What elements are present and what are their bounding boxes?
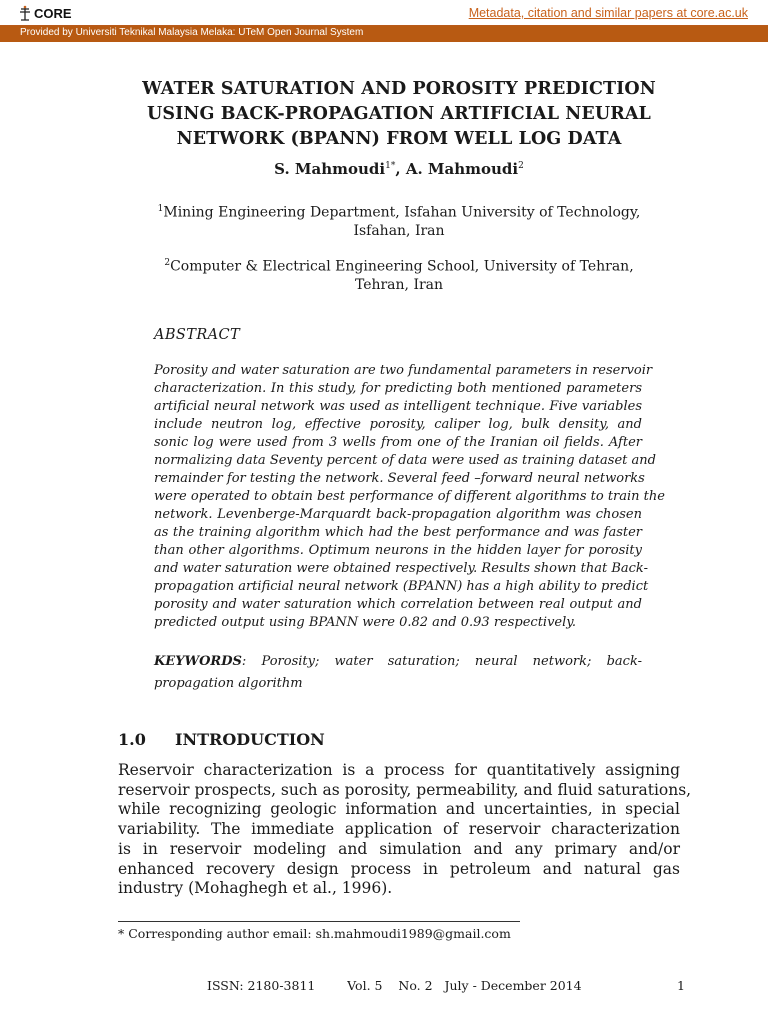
intro-line: enhanced recovery design process in petroleum and natural gas <box>118 859 680 878</box>
intro-paragraph <box>118 761 692 899</box>
section-heading <box>118 730 325 749</box>
core-logo-icon <box>18 5 32 21</box>
core-logo[interactable] <box>18 5 72 21</box>
affiliation-mark: 1 <box>157 204 164 214</box>
footer-date: July - December 2014 <box>444 978 582 993</box>
author-name: A. Mahmoudi <box>405 160 519 178</box>
affiliation-line: Computer & Electrical Engineering School, University of Tehran, <box>170 258 634 275</box>
provider-text: Provided by Universiti Teknikal Malaysia Melaka: UTeM Open Journal System <box>20 27 364 38</box>
abstract-line: network. Levenberge-Marquardt back-propagation algorithm was chosen <box>154 507 642 522</box>
footer-volume: Vol. 5 <box>347 978 383 993</box>
abstract-line: as the training algorithm which had the best performance and was faster <box>154 525 642 540</box>
abstract-line: predicted output using BPANN were 0.82 and 0.93 respectively. <box>154 615 577 630</box>
abstract-heading: ABSTRACT <box>154 327 241 343</box>
intro-line: reservoir prospects, such as porosity, permeability, and fluid saturations, <box>118 780 692 799</box>
intro-line: industry (Mohaghegh et al., 1996). <box>118 879 393 898</box>
author-affiliation-mark: 1* <box>385 161 396 171</box>
keywords-text: propagation algorithm <box>154 676 303 691</box>
abstract-body <box>154 362 665 632</box>
intro-line: Reservoir characterization is a process for quantitatively assigning <box>118 761 680 779</box>
intro-line: is in reservoir modeling and simulation and any primary and/or <box>118 839 680 858</box>
page-footer <box>207 978 582 993</box>
author-affiliation-mark: 2 <box>518 161 524 171</box>
affiliation-mark: 2 <box>164 258 171 268</box>
abstract-line: remainder for testing the network. Several feed –forward neural networks <box>154 471 645 486</box>
abstract-line: were operated to obtain best performance of different algorithms to train the <box>154 489 665 504</box>
footer-number: No. 2 <box>398 978 433 993</box>
page-number: 1 <box>677 978 685 993</box>
abstract-line: propagation artificial neural network (BPANN) has a high ability to predict <box>154 579 649 594</box>
section-number: 1.0 <box>118 730 146 749</box>
footnote: * Corresponding author email: sh.mahmoudi1989@gmail.com <box>118 926 511 941</box>
abstract-line: than other algorithms. Optimum neurons in the hidden layer for porosity <box>154 543 642 558</box>
title-line: WATER SATURATION AND POROSITY PREDICTION <box>142 79 656 99</box>
abstract-line: artificial neural network was used as intelligent technique. Five variables <box>154 399 642 414</box>
title-line: USING BACK-PROPAGATION ARTIFICIAL NEURAL <box>147 104 651 124</box>
keywords-text: : Porosity; water saturation; neural network; back- <box>241 654 642 669</box>
affiliation-1 <box>140 200 658 240</box>
affiliation-line: Isfahan, Iran <box>353 222 445 239</box>
provider-bar <box>0 26 768 42</box>
abstract-line: and water saturation were obtained respectively. Results shown that Back- <box>154 561 648 576</box>
footnote-divider <box>118 921 520 922</box>
author-separator: , <box>395 160 406 178</box>
core-logo-text: CORE <box>34 5 72 21</box>
title-line: NETWORK (BPANN) FROM WELL LOG DATA <box>176 129 622 149</box>
core-header-bar <box>0 0 768 26</box>
footer-issn: ISSN: 2180-3811 <box>207 978 316 993</box>
keywords <box>154 651 642 695</box>
intro-line: variability. The immediate application of reservoir characterization <box>118 820 680 839</box>
section-title: INTRODUCTION <box>175 730 325 749</box>
abstract-line: normalizing data Seventy percent of data were used as training dataset and <box>154 453 656 468</box>
abstract-line: include neutron log, effective porosity, caliper log, bulk density, and <box>154 417 642 432</box>
abstract-line: porosity and water saturation which correlation between real output and <box>154 597 642 612</box>
intro-line: while recognizing geologic information and uncertainties, in special <box>118 800 680 819</box>
core-metadata-link[interactable]: Metadata, citation and similar papers at core.ac.uk <box>468 6 748 20</box>
abstract-line: characterization. In this study, for predicting both mentioned parameters <box>154 381 642 396</box>
author-list <box>100 160 698 178</box>
keywords-line <box>154 651 642 673</box>
abstract-line: sonic log were used from 3 wells from one of the Iranian oil fields. After <box>154 435 642 450</box>
affiliation-2 <box>140 254 658 294</box>
abstract-line: Porosity and water saturation are two fundamental parameters in reservoir <box>154 363 653 378</box>
author-name: S. Mahmoudi <box>274 160 386 178</box>
affiliation-line: Tehran, Iran <box>354 276 444 293</box>
keywords-label: KEYWORDS <box>154 654 242 669</box>
paper-title <box>100 77 698 152</box>
affiliation-line: Mining Engineering Department, Isfahan University of Technology, <box>163 204 641 221</box>
